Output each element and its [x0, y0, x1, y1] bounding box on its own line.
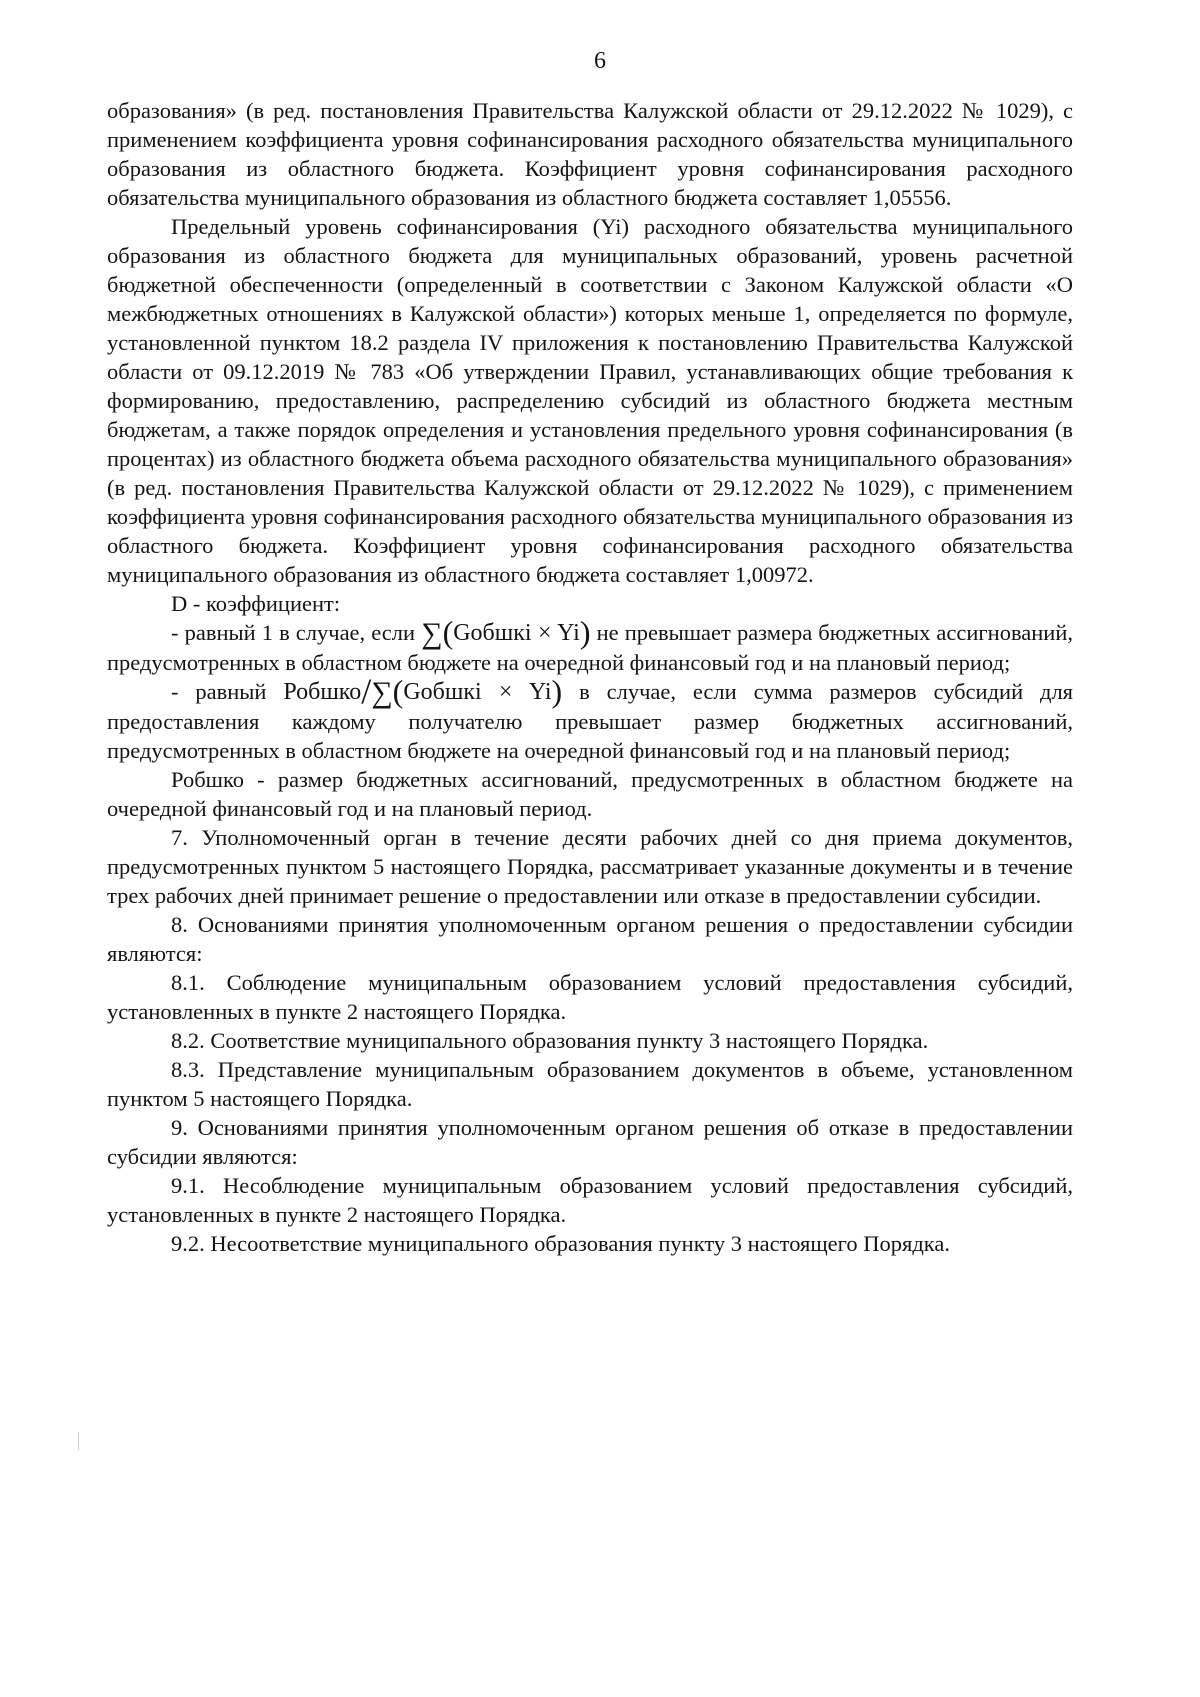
ratio-slash: /: [361, 671, 372, 711]
formula-open-paren: (: [392, 673, 404, 709]
paragraph-continuation: образования» (в ред. постановления Правительства Калужской области от 29.12.2022 № 1029), с применением коэффициента уровня софинансирования расходного обязательства муниципального образования из областного бюджета. Коэффициент уровня софинансирования расходного обязательства муниципального образования из областного бюджета составляет 1,05556.: [107, 98, 1073, 210]
formula-close-paren: ): [579, 614, 591, 650]
paragraph-cofinancing-level: Предельный уровень софинансирования (Yi) расходного обязательства муниципального образования из областного бюджета для муниципальных образований, уровень расчетной бюджетной обеспеченности (определенный в соответствии с Законом Калужской области «О межбюджетных отношениях в Калужской области») которых меньше 1, определяется по формуле, установленной пунктом 18.2 раздела IV приложения к постановлению Правительства Калужской области от 09.12.2019 № 783 «Об утверждении Правил, устанавливающих общие требования к формированию, предоставлению, распределению субсидий из областного бюджета местным бюджетам, а также порядок определения и установления предельного уровня софинансирования (в процентах) из областного бюджета объема расходного обязательства муниципального образования» (в ред. постановления Правительства Калужской области от 29.12.2022 № 1029), с применением коэффициента уровня софинансирования расходного обязательства муниципального образования из областного бюджета. Коэффициент уровня софинансирования расходного обязательства муниципального образования из областного бюджета составляет 1,00972.: [107, 214, 1073, 587]
formula-open-paren: (: [442, 614, 454, 650]
d-ratio-lead-text: - равный: [171, 679, 267, 704]
paragraph-item-9-2: 9.2. Несоответствие муниципального образования пункту 3 настоящего Порядка.: [171, 1231, 950, 1256]
document-body: [107, 96, 1073, 1258]
page-number: 6: [594, 48, 606, 74]
paragraph-item-8: 8. Основаниями принятия уполномоченным органом решения о предоставлении субсидии являются:: [107, 912, 1073, 966]
paragraph-item-9-1: 9.1. Несоблюдение муниципальным образованием условий предоставления субсидий, установленных в пункте 2 настоящего Порядка.: [107, 1173, 1073, 1227]
formula-close-paren: ): [551, 673, 563, 709]
formula-body: Gобшкi × Yi: [453, 620, 580, 646]
d-one-lead-text: - равный 1 в случае, если: [171, 620, 416, 645]
ratio-numerator: Робшко: [283, 679, 362, 705]
d-one-tail-text: не превышает размера бюджетных ассигнований, предусмотренных в областном бюджете на очередной финансовый год и на плановый период;: [107, 620, 1074, 675]
sum-formula: [421, 614, 591, 650]
paragraph-item-8-3: 8.3. Представление муниципальным образованием документов в объеме, установленном пунктом 5 настоящего Порядка.: [107, 1057, 1073, 1111]
paragraph-d-ratio: [107, 671, 1074, 765]
paragraph-coefficient-d: D - коэффициент:: [171, 591, 341, 616]
sum-symbol: ∑: [421, 617, 443, 650]
formula-body: Gобшкi × Yi: [403, 679, 552, 705]
paragraph-item-8-1: 8.1. Соблюдение муниципальным образованием условий предоставления субсидий, установленных в пункте 2 настоящего Порядка.: [107, 970, 1073, 1024]
sum-symbol: ∑: [371, 676, 393, 709]
paragraph-robshko-definition: Робшко - размер бюджетных ассигнований, предусмотренных в областном бюджете на очередной финансовый год и на плановый период.: [107, 767, 1073, 821]
scan-margin-mark: [78, 1432, 79, 1450]
paragraph-item-8-2: 8.2. Соответствие муниципального образования пункту 3 настоящего Порядка.: [171, 1028, 929, 1053]
paragraph-item-9: 9. Основаниями принятия уполномоченным органом решения об отказе в предоставлении субсидии являются:: [107, 1115, 1073, 1169]
paragraph-item-7: 7. Уполномоченный орган в течение десяти рабочих дней со дня приема документов, предусмотренных пунктом 5 настоящего Порядка, рассматривает указанные документы и в течение трех рабочих дней принимает решение о предоставлении или отказе в предоставлении субсидии.: [107, 825, 1073, 908]
paragraph-d-equal-one: [107, 614, 1074, 677]
ratio-formula: [283, 671, 563, 711]
d-ratio-tail-text: в случае, если сумма размеров субсидий для предоставления каждому получателю превышает размер бюджетных ассигнований, предусмотренных в областном бюджете на очередной финансовый год и на плановый период;: [107, 679, 1074, 763]
